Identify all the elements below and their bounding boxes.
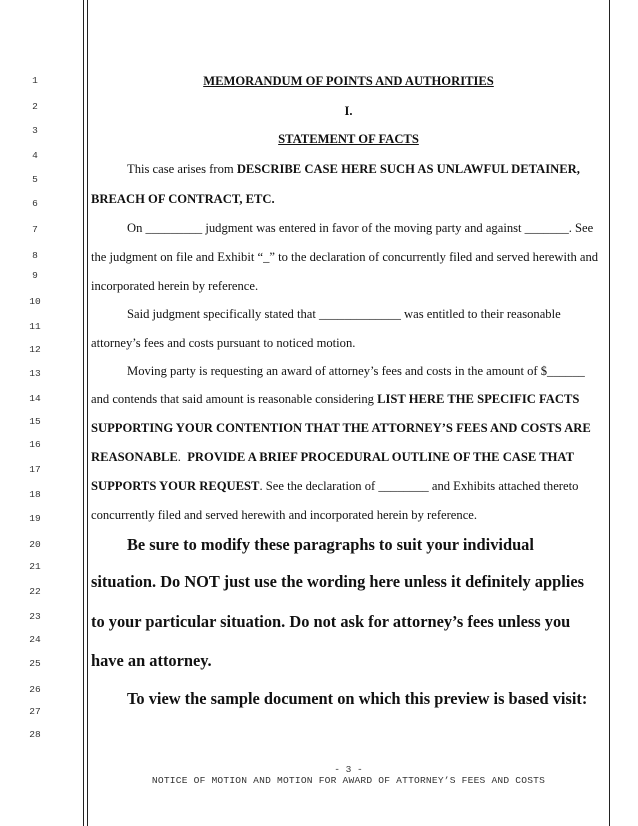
section-number: I. — [344, 104, 353, 118]
line-number: 20 — [29, 539, 41, 550]
line-number: 6 — [32, 198, 38, 209]
line-number: 2 — [32, 101, 38, 112]
footer-title: NOTICE OF MOTION AND MOTION FOR AWARD OF ATTORNEY’S FEES AND COSTS — [151, 775, 546, 786]
line-number: 1 — [32, 75, 38, 86]
paragraph-4-line-6: concurrently filed and served herewith and incorporated herein by reference. — [91, 508, 478, 522]
line-number: 22 — [29, 586, 41, 597]
line-number: 7 — [32, 224, 38, 235]
memo-title: MEMORANDUM OF POINTS AND AUTHORITIES — [203, 74, 494, 88]
page-number: - 3 - — [334, 764, 363, 775]
note-paragraph-line-2: situation. Do NOT just use the wording here unless it definitely applies — [91, 572, 584, 591]
line-number: 24 — [29, 634, 41, 645]
section-heading: STATEMENT OF FACTS — [278, 132, 419, 146]
paragraph-3-line-2: attorney’s fees and costs pursuant to noticed motion. — [91, 336, 356, 350]
note-paragraph-line-3: to your particular situation. Do not ask for attorney’s fees unless you — [91, 612, 571, 631]
line-number: 4 — [32, 150, 38, 161]
note-paragraph-line-1: Be sure to modify these paragraphs to suit your individual — [127, 535, 534, 554]
right-margin-rule — [609, 0, 610, 826]
left-margin-rule-outer — [83, 0, 84, 826]
line-number: 19 — [29, 513, 41, 524]
paragraph-4-line-3: SUPPORTING YOUR CONTENTION THAT THE ATTORNEY’S FEES AND COSTS ARE — [91, 421, 591, 435]
line-number: 11 — [29, 321, 41, 332]
preview-notice: To view the sample document on which this preview is based visit: — [127, 689, 588, 708]
paragraph-4-line-5: SUPPORTS YOUR REQUEST. See the declaration of ________ and Exhibits attached thereto — [91, 479, 579, 493]
paragraph-4-line-1: Moving party is requesting an award of attorney’s fees and costs in the amount of $______ — [127, 364, 585, 378]
line-number: 13 — [29, 368, 41, 379]
line-number: 8 — [32, 250, 38, 261]
paragraph-3-line-1: Said judgment specifically stated that _____________ was entitled to their reasonable — [127, 307, 561, 321]
line-number: 16 — [29, 439, 41, 450]
paragraph-2-line-2: the judgment on file and Exhibit “_” to the declaration of concurrently filed and served herewith and — [91, 250, 599, 264]
line-number: 5 — [32, 174, 38, 185]
paragraph-2-line-1: On _________ judgment was entered in favor of the moving party and against _______. See — [127, 221, 594, 235]
paragraph-2-line-3: incorporated herein by reference. — [91, 279, 259, 293]
line-number: 15 — [29, 416, 41, 427]
line-number: 27 — [29, 706, 41, 717]
paragraph-1-line-2: BREACH OF CONTRACT, ETC. — [91, 192, 275, 206]
line-number: 18 — [29, 489, 41, 500]
note-paragraph-line-4: have an attorney. — [91, 651, 212, 670]
line-number: 3 — [32, 125, 38, 136]
line-number: 14 — [29, 393, 41, 404]
left-margin-rule-inner — [87, 0, 88, 826]
line-number: 25 — [29, 658, 41, 669]
paragraph-4-line-4: REASONABLE. PROVIDE A BRIEF PROCEDURAL OUTLINE OF THE CASE THAT — [91, 450, 574, 464]
line-number-column — [0, 0, 70, 740]
line-number: 28 — [29, 729, 41, 740]
paragraph-1-line-1: This case arises from DESCRIBE CASE HERE SUCH AS UNLAWFUL DETAINER, — [127, 162, 580, 176]
line-number: 12 — [29, 344, 41, 355]
line-number: 17 — [29, 464, 41, 475]
line-number: 10 — [29, 296, 41, 307]
line-number: 26 — [29, 684, 41, 695]
line-number: 9 — [32, 270, 38, 281]
paragraph-4-line-2: and contends that said amount is reasonable considering LIST HERE THE SPECIFIC FACTS — [91, 392, 580, 406]
line-number: 21 — [29, 561, 41, 572]
line-number: 23 — [29, 611, 41, 622]
